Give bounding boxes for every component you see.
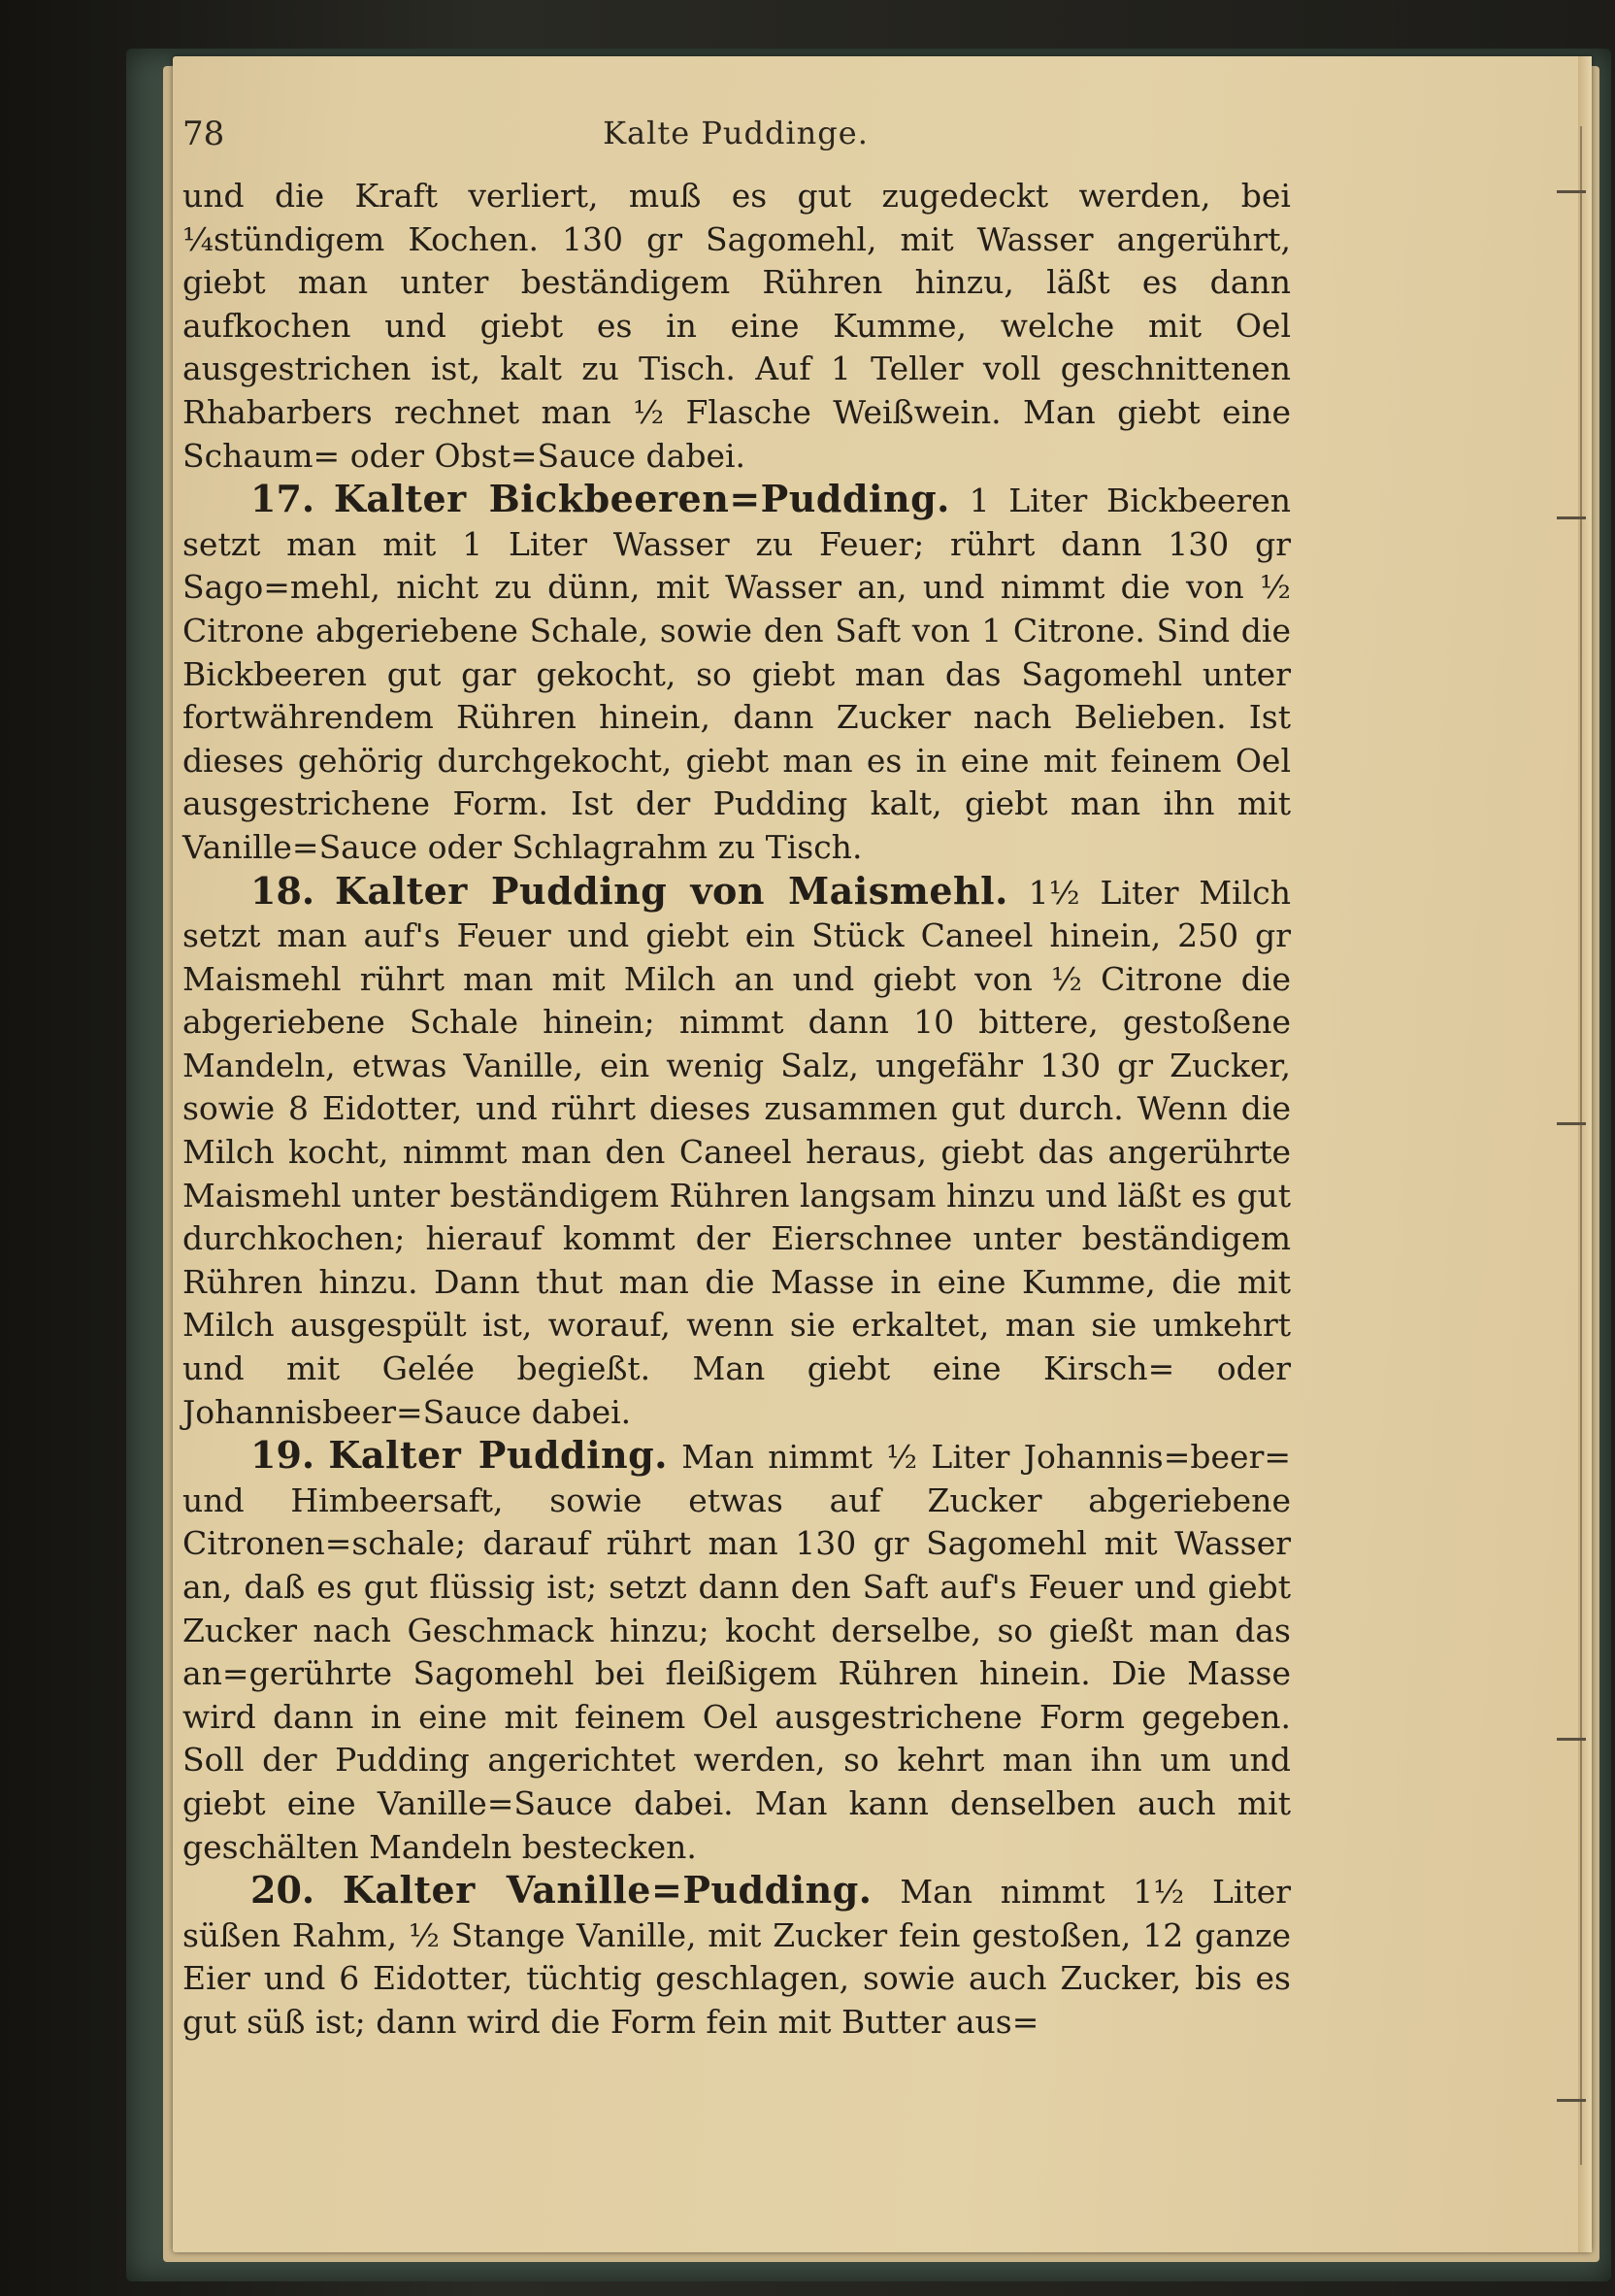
recipe-20 (182, 1869, 1291, 2044)
page-header (182, 115, 1289, 173)
paragraph-text: und die Kraft verliert, muß es gut zugedeckt werden, bei ¼stündigem Kochen. 130 gr Sagomehl, mit Wasser angerührt, giebt man unter beständigem Rühren hinzu, läßt es dann aufkochen und giebt es in eine Kumme, welche mit Oel ausgestrichen ist, kalt zu Tisch. Auf 1 Teller voll geschnittenen Rhabarbers rechnet man ½ Flasche Weißwein. Man giebt eine Schaum= oder Obst=Sauce dabei. (182, 177, 1291, 475)
recipe-number: 19. (250, 1433, 315, 1478)
recipe-text: 1 Liter Bickbeeren setzt man mit 1 Liter Wasser zu Feuer; rührt dann 130 gr Sago=mehl, nicht zu dünn, mit Wasser an, und nimmt die von ½ Citrone abgeriebene Schale, sowie den Saft von 1 Citrone. Sind die Bickbeeren gut gar gekocht, so giebt man das Sagomehl unter fortwährendem Rühren hinein, dann Zucker nach Belieben. Ist dieses gehörig durchgekocht, giebt man es in eine mit feinem Oel ausgestrichene Form. Ist der Pudding kalt, giebt man ihn mit Vanille=Sauce oder Schlagrahm zu Tisch. (182, 482, 1291, 866)
recipe-number: 17. (250, 477, 315, 521)
running-head: Kalte Puddinge. (603, 115, 869, 151)
recipe-number: 18. (250, 868, 315, 913)
recipe-title: Kalter Bickbeeren=Pudding. (333, 477, 950, 521)
recipe-number: 20. (250, 1868, 315, 1913)
margin-mark (1557, 2099, 1586, 2102)
recipe-19 (182, 1434, 1291, 1869)
recipe-text: Man nimmt 1½ Liter süßen Rahm, ½ Stange Vanille, mit Zucker fein gestoßen, 12 ganze Eier und 6 Eidotter, tüchtig geschlagen, sowie auch Zucker, bis es gut süß ist; dann wird die Form fein mit Butter aus= (182, 1873, 1292, 2041)
margin-rule (1580, 126, 1582, 2165)
page-body (182, 175, 1291, 2045)
recipe-text: 1½ Liter Milch setzt man auf's Feuer und giebt ein Stück Caneel hinein, 250 gr Maismehl rührt man mit Milch an und giebt von ½ Citrone die abgeriebene Schale hinein; nimmt dann 10 bittere, gestoßene Mandeln, etwas Vanille, ein wenig Salz, ungefähr 130 gr Zucker, sowie 8 Eidotter, und rührt dieses zusammen gut durch. Wenn die Milch kocht, nimmt man den Caneel heraus, giebt das angerührte Maismehl unter beständigem Rühren langsam hinzu und läßt es gut durchkochen; hierauf kommt der Eierschnee unter beständigem Rühren hinzu. Dann thut man die Masse in eine Kumme, die mit Milch ausgespült ist, worauf, wenn sie erkaltet, man sie umkehrt und mit Gelée begießt. Man giebt eine Kirsch= oder Johannisbeer=Sauce dabei. (182, 873, 1291, 1431)
margin-mark (1557, 1738, 1586, 1741)
recipe-title: Kalter Pudding. (328, 1433, 668, 1478)
margin-mark (1557, 190, 1586, 193)
margin-mark (1557, 516, 1586, 519)
recipe-17 (182, 478, 1291, 869)
margin-mark (1557, 1122, 1586, 1125)
recipe-18 (182, 870, 1291, 1435)
continuation-paragraph (182, 175, 1291, 478)
recipe-title: Kalter Pudding von Maismehl. (334, 868, 1008, 913)
recipe-title: Kalter Vanille=Pudding. (342, 1868, 873, 1913)
recipe-text: Man nimmt ½ Liter Johannis=beer= und Himbeersaft, sowie etwas auf Zucker abgeriebene Citronen=schale; darauf rührt man 130 gr Sagomehl mit Wasser an, daß es gut flüssig ist; setzt dann den Saft auf's Feuer und giebt Zucker nach Geschmack hinzu; kocht derselbe, so gießt man das an=gerührte Sagomehl bei fleißigem Rühren hinein. Die Masse wird dann in eine mit feinem Oel ausgestrichene Form gegeben. Soll der Pudding angerichtet werden, so kehrt man ihn um und giebt eine Vanille=Sauce dabei. Man kann denselben auch mit geschälten Mandeln bestecken. (182, 1438, 1291, 1866)
page-number: 78 (182, 115, 225, 153)
